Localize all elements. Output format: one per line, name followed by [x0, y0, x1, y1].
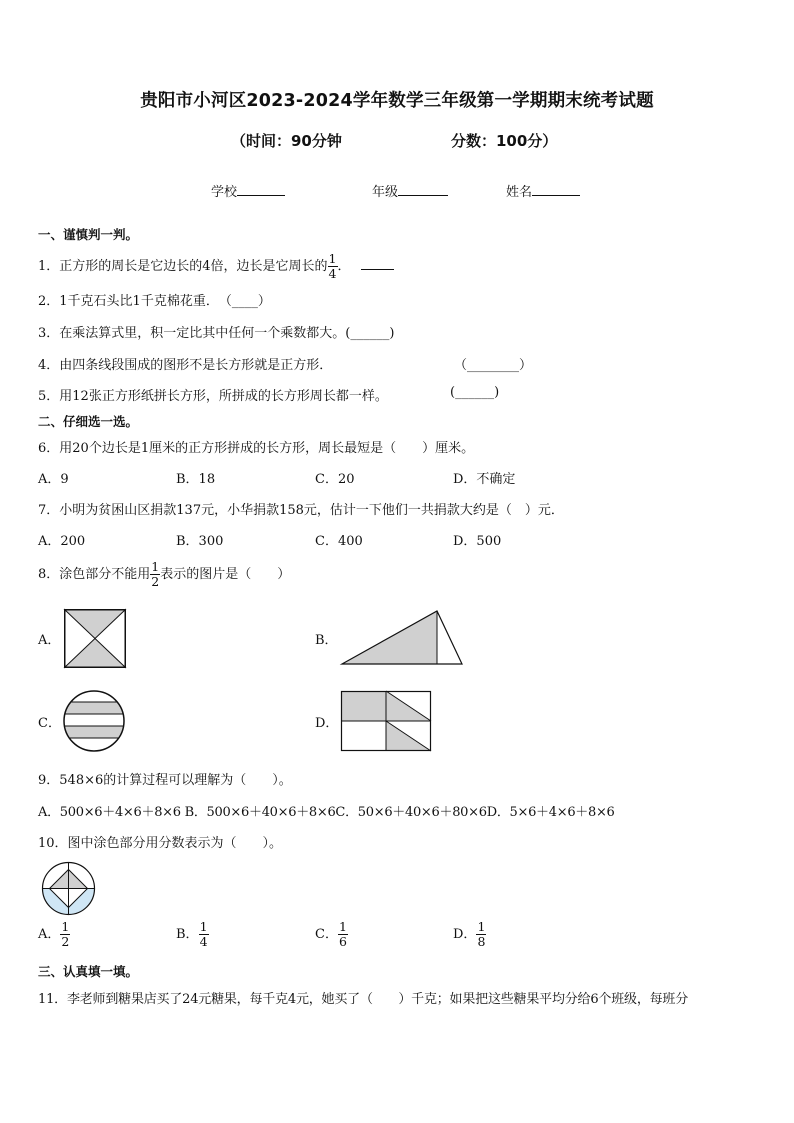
name-blank[interactable]: [532, 182, 580, 196]
q10-option-b[interactable]: [176, 920, 209, 949]
q10-c-den: 6: [338, 934, 347, 949]
q4-answer-blank[interactable]: （________）: [454, 358, 533, 373]
q10-b-num: 1: [199, 919, 208, 934]
q6-option-a[interactable]: A．9: [38, 472, 69, 487]
q10-b-label: B．: [176, 927, 199, 942]
section-2-heading: 二、仔细选一选。: [38, 414, 139, 429]
q6-option-b[interactable]: B．18: [176, 472, 216, 487]
q9-options[interactable]: A．500×6＋4×6＋8×6 B．500×6＋40×6＋8×6C．50×6＋40×6＋80×6D．5×6＋4×6＋8×6: [38, 805, 615, 820]
q8-fraction: [150, 560, 160, 589]
q10-b-fraction: [199, 920, 209, 949]
q7-option-b[interactable]: B．300: [176, 534, 224, 549]
q10-a-label: A．: [38, 927, 61, 942]
section-1-heading: 一、谨慎判一判。: [38, 227, 139, 242]
grade-field[interactable]: [372, 181, 448, 200]
q7-option-c[interactable]: C．400: [315, 534, 363, 549]
q10-a-den: 2: [61, 934, 70, 949]
page-title: 贵阳市小河区2023-2024学年数学三年级第一学期期末统考试题: [140, 91, 654, 111]
q1-text: 1．正方形的周长是它边长的4倍，边长是它周长的: [38, 259, 328, 274]
name-field[interactable]: [506, 181, 580, 200]
question-4: 4．由四条线段围成的图形不是长方形就是正方形．: [38, 358, 333, 373]
q8-figure-c[interactable]: [63, 690, 125, 752]
q10-c-num: 1: [338, 919, 347, 934]
q10-c-label: C．: [315, 927, 338, 942]
q8-frac-den: 2: [151, 574, 160, 589]
question-5: 5．用12张正方形纸拼长方形，所拼成的长方形周长都一样。: [38, 389, 388, 404]
school-blank[interactable]: [237, 182, 285, 196]
q5-answer-blank[interactable]: (______): [450, 385, 500, 400]
question-1: [38, 252, 394, 281]
q1-text-end: ．: [337, 259, 351, 274]
q6-option-c[interactable]: C．20: [315, 472, 355, 487]
question-11: 11．李老师到糖果店买了24元糖果，每千克4元，她买了（ ）千克；如果把这些糖果平均分给6个班级，每班分: [38, 992, 689, 1007]
question-8: [38, 560, 290, 589]
q10-d-label: D．: [453, 927, 477, 942]
q10-a-fraction: [60, 920, 70, 949]
q7-option-a[interactable]: A．200: [38, 534, 86, 549]
q1-frac-num: 1: [328, 251, 337, 266]
q10-option-a[interactable]: [38, 920, 70, 949]
q8-option-d[interactable]: D．: [315, 716, 339, 731]
q8-figure-b[interactable]: [340, 610, 464, 665]
question-6: 6．用20个边长是1厘米的正方形拼成的长方形，周长最短是（ ）厘米。: [38, 441, 475, 456]
q1-fraction: [328, 252, 338, 281]
q10-b-den: 4: [199, 934, 208, 949]
q10-d-den: 8: [477, 934, 486, 949]
q8-option-b[interactable]: B．: [315, 633, 338, 648]
grade-blank[interactable]: [398, 182, 448, 196]
q10-option-d[interactable]: [453, 920, 486, 949]
q8-figure-a[interactable]: [64, 609, 126, 668]
question-7: 7．小明为贫困山区捐款137元，小华捐款158元，估计一下他们一共捐款大约是（ ）元．: [38, 503, 564, 518]
q10-d-fraction: [476, 920, 486, 949]
section-3-heading: 三、认真填一填。: [38, 964, 139, 979]
q8-text-end: 表示的图片是（ ）: [160, 567, 291, 582]
school-field[interactable]: [211, 181, 285, 200]
q10-a-num: 1: [61, 919, 70, 934]
question-10: 10．图中涂色部分用分数表示为（ ）。: [38, 836, 283, 851]
question-2: 2．1千克石头比1千克棉花重． （____）: [38, 294, 271, 309]
exam-time: （时间：90分钟: [231, 132, 342, 150]
school-label: 学校: [211, 185, 238, 200]
q8-text: 8．涂色部分不能用: [38, 567, 151, 582]
q6-option-d[interactable]: D．不确定: [453, 472, 516, 487]
q10-d-num: 1: [477, 919, 486, 934]
q8-option-a[interactable]: A．: [38, 633, 61, 648]
q10-option-c[interactable]: [315, 920, 348, 949]
question-3: 3．在乘法算式里，积一定比其中任何一个乘数都大。(______): [38, 326, 395, 341]
q10-c-fraction: [338, 920, 348, 949]
grade-label: 年级: [372, 185, 399, 200]
name-label: 姓名: [506, 185, 533, 200]
question-9: 9．548×6的计算过程可以理解为（ ）。: [38, 773, 292, 788]
q7-option-d[interactable]: D．500: [453, 534, 502, 549]
exam-score: 分数：100分）: [451, 132, 558, 150]
q8-frac-num: 1: [151, 559, 160, 574]
q8-figure-d[interactable]: [341, 691, 431, 751]
q1-answer-blank[interactable]: [361, 257, 394, 270]
q1-frac-den: 4: [328, 266, 337, 281]
q8-option-c[interactable]: C．: [38, 716, 61, 731]
q10-figure: [41, 861, 97, 916]
